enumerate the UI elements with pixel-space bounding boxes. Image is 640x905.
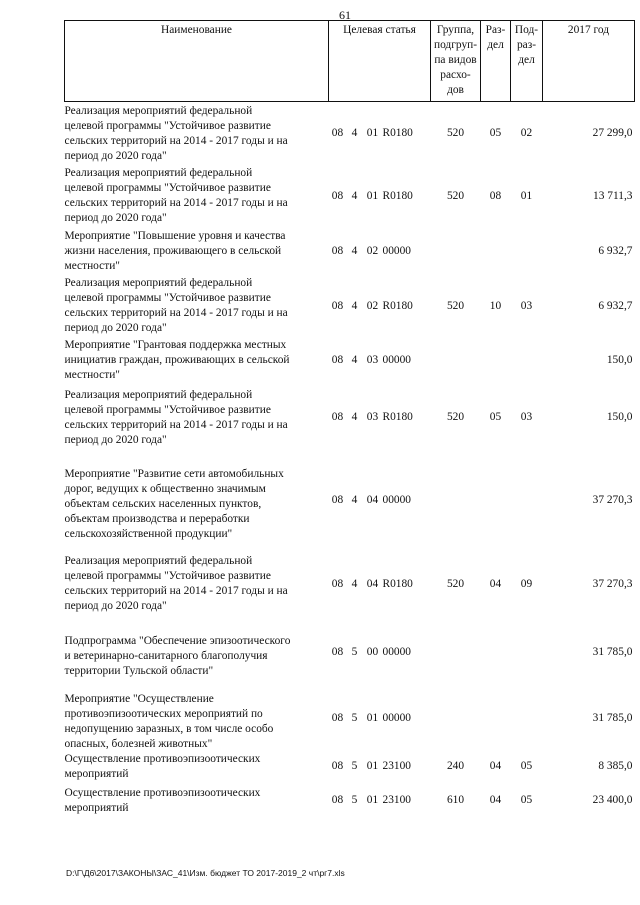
amount-2017: 37 270,3	[592, 577, 633, 590]
target-article-part-1: 08	[331, 577, 344, 590]
table-row	[65, 166, 635, 227]
expense-group	[431, 686, 481, 752]
row-name-line: местности"	[64, 259, 120, 272]
budget-table	[64, 20, 635, 820]
row-name	[65, 337, 329, 385]
target-article-part-2: 4	[351, 127, 358, 140]
header-podrazdel: Под- раз- дел	[511, 21, 543, 102]
target-article-part-3: 03	[366, 411, 379, 423]
row-name-line: противоэпизоотических мероприятий по	[64, 707, 263, 720]
row-name-line: дорог, ведущих к общественно значимым	[64, 482, 266, 495]
target-article-part-2: 4	[351, 189, 358, 202]
target-article-part-2: 5	[351, 712, 358, 724]
table-row	[65, 782, 635, 820]
target-article-part-2: 4	[351, 299, 358, 312]
row-name-line: целевой программы "Устойчивое развитие	[64, 570, 271, 582]
row-name-line: целевой программы "Устойчивое развитие	[64, 119, 271, 132]
row-name-line: сельских территорий на 2014 - 2017 годы и на	[64, 134, 288, 147]
row-name	[65, 619, 329, 686]
target-article-part-1: 08	[331, 712, 344, 724]
row-name-line: опасных, болезней животных"	[64, 737, 213, 750]
row-name	[65, 752, 329, 782]
target-article-part-2: 5	[351, 760, 358, 772]
row-name-line: Осуществление противоэпизоотических	[64, 786, 261, 799]
target-article-part-4: R0180	[382, 189, 413, 202]
target-article-part-4: 00000	[382, 354, 411, 366]
page-number: 61	[339, 8, 351, 22]
footer-file-path: D:\Г\Д6\2017\ЗАКОНЫ\ЗАС_41\Изм. бюджет ТО 2017-2019_2 чт\рг7.xls	[66, 868, 345, 878]
target-article-part-1: 08	[331, 299, 344, 312]
budget-table-container	[64, 20, 634, 820]
podrazdel: 03	[520, 299, 533, 312]
podrazdel: 09	[520, 577, 533, 590]
header-year: 2017 год	[543, 21, 635, 102]
row-name-line: объектам сельских населенных пунктов,	[64, 497, 262, 510]
razdel: 04	[489, 760, 502, 772]
razdel: 08	[489, 189, 502, 202]
row-name-line: период до 2020 года"	[64, 322, 167, 334]
row-name	[65, 102, 329, 166]
expense-group	[431, 451, 481, 550]
amount-2017: 6 932,7	[598, 244, 633, 257]
row-name-line: объектам производства и переработки	[64, 512, 250, 525]
expense-group: 520	[446, 127, 465, 140]
podrazdel	[511, 686, 543, 752]
target-article-part-4: 23100	[382, 760, 411, 772]
razdel: 04	[489, 577, 502, 590]
razdel	[481, 686, 511, 752]
row-name-line: сельских территорий на 2014 - 2017 годы и на	[64, 307, 288, 319]
target-article-part-3: 03	[366, 354, 379, 366]
amount-2017: 31 785,0	[592, 645, 633, 658]
amount-2017: 150,0	[606, 354, 633, 366]
target-article-part-1: 08	[331, 354, 344, 366]
row-name-line: Мероприятие "Грантовая поддержка местных	[64, 339, 287, 351]
expense-group	[431, 337, 481, 385]
row-name	[65, 686, 329, 752]
podrazdel: 03	[520, 411, 533, 423]
row-name-line: Реализация мероприятий федеральной	[64, 388, 253, 401]
podrazdel	[511, 337, 543, 385]
podrazdel	[511, 619, 543, 686]
table-row	[65, 550, 635, 619]
target-article-part-4: R0180	[382, 577, 413, 590]
razdel	[481, 337, 511, 385]
target-article-part-3: 02	[366, 299, 379, 312]
target-article-part-2: 5	[351, 794, 358, 806]
target-article-part-1: 08	[331, 411, 344, 423]
expense-group: 520	[446, 299, 465, 312]
header-target-article: Целевая статья	[329, 21, 431, 102]
expense-group: 520	[446, 577, 465, 590]
target-article-part-1: 08	[331, 493, 344, 506]
target-article-part-1: 08	[331, 794, 344, 806]
podrazdel: 02	[520, 127, 533, 140]
table-row	[65, 227, 635, 276]
target-article-part-3: 01	[366, 760, 379, 772]
razdel: 05	[489, 127, 502, 140]
row-name-line: период до 2020 года"	[64, 212, 167, 224]
row-name-line: период до 2020 года"	[64, 433, 167, 446]
amount-2017: 37 270,3	[592, 493, 633, 506]
target-article-part-2: 4	[351, 493, 358, 506]
row-name-line: Осуществление противоэпизоотических	[64, 752, 261, 765]
target-article-part-1: 08	[331, 189, 344, 202]
table-row	[65, 686, 635, 752]
target-article-part-3: 00	[366, 645, 379, 658]
row-name	[65, 451, 329, 550]
table-row	[65, 337, 635, 385]
row-name	[65, 276, 329, 337]
row-name-line: сельскохозяйственной продукции"	[64, 527, 233, 540]
row-name-line: и ветеринарно-санитарного благополучия	[64, 649, 268, 662]
row-name	[65, 385, 329, 451]
row-name-line: мероприятий	[64, 801, 129, 814]
target-article-part-3: 04	[366, 577, 379, 590]
row-name-line: Мероприятие "Повышение уровня и качества	[64, 229, 286, 242]
target-article-part-1: 08	[331, 244, 344, 257]
row-name	[65, 782, 329, 820]
target-article-part-4: R0180	[382, 411, 413, 423]
expense-group	[431, 619, 481, 686]
target-article-part-3: 01	[366, 189, 379, 202]
target-article-part-4: 00000	[382, 244, 411, 257]
podrazdel	[511, 451, 543, 550]
row-name-line: целевой программы "Устойчивое развитие	[64, 292, 271, 304]
row-name-line: Мероприятие "Развитие сети автомобильных	[64, 467, 284, 480]
target-article-part-3: 01	[366, 794, 379, 806]
table-row	[65, 752, 635, 782]
razdel: 04	[489, 794, 502, 806]
row-name-line: Реализация мероприятий федеральной	[64, 104, 253, 117]
row-name-line: Реализация мероприятий федеральной	[64, 167, 253, 179]
row-name	[65, 550, 329, 619]
target-article-part-4: 23100	[382, 794, 411, 806]
target-article-part-4: 00000	[382, 493, 411, 506]
row-name-line: Мероприятие "Осуществление	[64, 692, 214, 705]
podrazdel: 01	[520, 189, 533, 202]
expense-group: 610	[446, 794, 465, 806]
row-name-line: мероприятий	[64, 767, 129, 780]
amount-2017: 8 385,0	[598, 760, 633, 772]
amount-2017: 31 785,0	[592, 712, 633, 724]
row-name-line: период до 2020 года"	[64, 600, 167, 612]
row-name-line: сельских территорий на 2014 - 2017 годы и на	[64, 197, 288, 209]
razdel: 10	[489, 299, 502, 312]
table-row	[65, 102, 635, 166]
row-name-line: Реализация мероприятий федеральной	[64, 277, 253, 289]
target-article-part-3: 01	[366, 712, 379, 724]
row-name-line: сельских территорий на 2014 - 2017 годы и на	[64, 418, 288, 431]
row-name-line: Подпрограмма "Обеспечение эпизоотического	[64, 634, 291, 647]
target-article-part-1: 08	[331, 645, 344, 658]
target-article-part-2: 4	[351, 244, 358, 257]
amount-2017: 150,0	[606, 411, 633, 423]
expense-group: 520	[446, 411, 465, 423]
table-row	[65, 276, 635, 337]
amount-2017: 13 711,3	[593, 189, 633, 202]
row-name	[65, 166, 329, 227]
razdel	[481, 619, 511, 686]
podrazdel: 05	[520, 760, 533, 772]
target-article-part-1: 08	[331, 127, 344, 140]
target-article-part-2: 5	[351, 645, 358, 658]
header-razdel: Раз- дел	[481, 21, 511, 102]
header-name: Наименование	[65, 21, 329, 102]
row-name-line: недопущению заразных, в том числе особо	[64, 722, 274, 735]
table-row	[65, 385, 635, 451]
row-name-line: период до 2020 года"	[64, 149, 167, 162]
table-header-row	[65, 21, 635, 102]
target-article-part-4: R0180	[382, 127, 413, 140]
amount-2017: 27 299,0	[592, 127, 633, 140]
table-row	[65, 619, 635, 686]
target-article-part-3: 02	[366, 244, 379, 257]
razdel	[481, 451, 511, 550]
amount-2017: 23 400,0	[592, 794, 633, 806]
target-article-part-2: 4	[351, 577, 358, 590]
table-body	[65, 102, 635, 820]
target-article-part-4: R0180	[382, 299, 413, 312]
razdel	[481, 227, 511, 276]
row-name-line: целевой программы "Устойчивое развитие	[64, 182, 271, 194]
target-article-part-4: 00000	[382, 645, 411, 658]
target-article-part-3: 01	[366, 127, 379, 140]
expense-group: 520	[446, 189, 465, 202]
header-group: Группа, подгруп- па видов расхо- дов	[431, 21, 481, 102]
podrazdel: 05	[520, 794, 533, 806]
target-article-part-2: 4	[351, 354, 358, 366]
row-name-line: целевой программы "Устойчивое развитие	[64, 403, 271, 416]
row-name-line: территории Тульской области"	[64, 664, 214, 677]
row-name-line: инициатив граждан, проживающих в сельской	[64, 354, 290, 366]
row-name-line: сельских территорий на 2014 - 2017 годы и на	[64, 585, 288, 597]
razdel: 05	[489, 411, 502, 423]
target-article-part-4: 00000	[382, 712, 411, 724]
target-article-part-3: 04	[366, 493, 379, 506]
amount-2017: 6 932,7	[598, 299, 633, 312]
expense-group: 240	[446, 760, 465, 772]
target-article-part-1: 08	[331, 760, 344, 772]
row-name-line: жизни населения, проживающего в сельской	[64, 244, 282, 257]
row-name	[65, 227, 329, 276]
podrazdel	[511, 227, 543, 276]
row-name-line: Реализация мероприятий федеральной	[64, 555, 253, 567]
expense-group	[431, 227, 481, 276]
table-row	[65, 451, 635, 550]
row-name-line: местности"	[64, 369, 120, 381]
target-article-part-2: 4	[351, 411, 358, 423]
